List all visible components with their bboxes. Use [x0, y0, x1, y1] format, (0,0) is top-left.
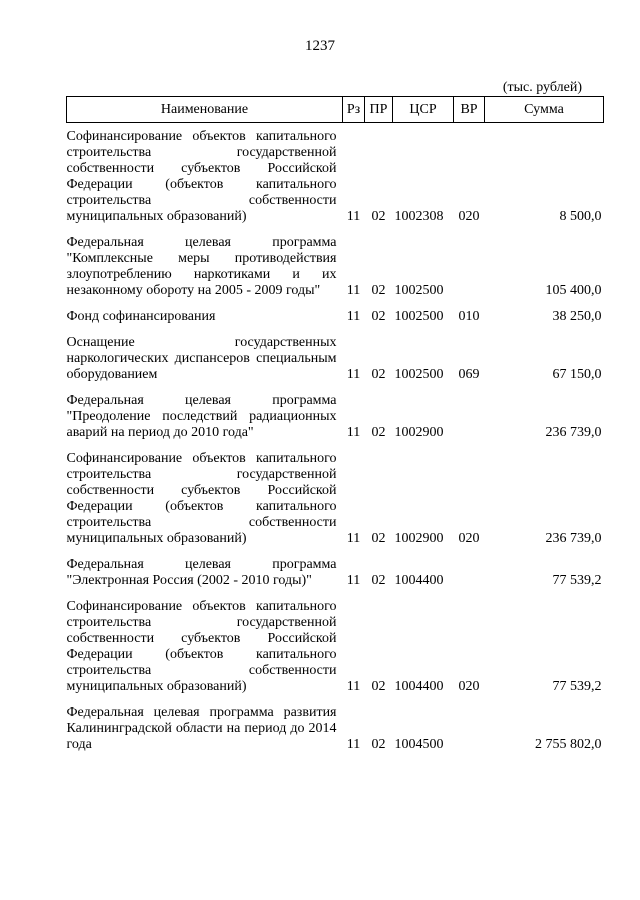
- table-row: [67, 325, 604, 383]
- cell-rz: 11: [346, 531, 361, 546]
- cell-sum: 236 739,0: [545, 425, 602, 440]
- cell-csr: 1002900: [394, 531, 444, 546]
- cell-csr: 1004400: [394, 573, 444, 588]
- table-body: [67, 123, 604, 754]
- cell-vr: 020: [458, 531, 480, 546]
- cell-sum: 236 739,0: [545, 531, 602, 546]
- page-number: 1237: [305, 38, 335, 54]
- cell-sum: 105 400,0: [545, 283, 602, 298]
- cell-name: Федеральная целевая программа развития Калининградской области на период до 2014 года: [66, 705, 337, 752]
- cell-rz: 11: [346, 737, 361, 752]
- header-rz: Рз: [343, 97, 365, 123]
- cell-pr: 02: [371, 679, 386, 694]
- table-row: [67, 695, 604, 753]
- cell-csr: 1004400: [394, 679, 444, 694]
- cell-pr: 02: [371, 737, 386, 752]
- cell-sum: 38 250,0: [552, 309, 602, 324]
- cell-name: Фонд софинансирования: [66, 309, 216, 324]
- cell-pr: 02: [371, 573, 386, 588]
- cell-vr: [454, 547, 485, 589]
- cell-vr: [454, 383, 485, 441]
- cell-csr: 1002900: [394, 425, 444, 440]
- cell-pr: 02: [371, 209, 386, 224]
- cell-name: Софинансирование объектов капитального строительства государственной собственности субъектов Российской Федерации (объектов капитального строительства собственности муниципальных образований): [66, 451, 337, 546]
- cell-vr: [454, 695, 485, 753]
- cell-sum: 8 500,0: [559, 209, 602, 224]
- cell-csr: 1002308: [394, 209, 444, 224]
- cell-name: Федеральная целевая программа "Преодоление последствий радиационных аварий на период до 2010 года": [66, 393, 337, 440]
- header-vr: ВР: [454, 97, 485, 123]
- cell-pr: 02: [371, 309, 386, 324]
- cell-vr: 069: [458, 367, 480, 382]
- cell-vr: [454, 225, 485, 299]
- table-row: [67, 441, 604, 547]
- cell-sum: 77 539,2: [552, 679, 602, 694]
- table-row: [67, 225, 604, 299]
- cell-rz: 11: [346, 209, 361, 224]
- table-row: [67, 589, 604, 695]
- cell-vr: 020: [458, 209, 480, 224]
- header-pr: ПР: [365, 97, 393, 123]
- cell-rz: 11: [346, 573, 361, 588]
- cell-rz: 11: [346, 425, 361, 440]
- cell-name: Софинансирование объектов капитального строительства государственной собственности субъектов Российской Федерации (объектов капитального строительства собственности муниципальных образований): [66, 599, 337, 694]
- cell-csr: 1004500: [394, 737, 444, 752]
- cell-pr: 02: [371, 531, 386, 546]
- header-sum: Сумма: [485, 97, 604, 123]
- cell-name: Софинансирование объектов капитального строительства государственной собственности субъектов Российской Федерации (объектов капитального строительства собственности муниципальных образований): [66, 129, 337, 224]
- cell-rz: 11: [346, 367, 361, 382]
- units-note: (тыс. рублей): [502, 80, 582, 95]
- cell-rz: 11: [346, 679, 361, 694]
- cell-pr: 02: [371, 283, 386, 298]
- cell-pr: 02: [371, 367, 386, 382]
- cell-sum: 2 755 802,0: [535, 737, 602, 752]
- cell-pr: 02: [371, 425, 386, 440]
- cell-name: Федеральная целевая программа "Электронная Россия (2002 - 2010 годы)": [66, 557, 337, 588]
- cell-rz: 11: [346, 309, 361, 324]
- cell-name: Оснащение государственных наркологических диспансеров специальным оборудованием: [66, 335, 337, 382]
- cell-csr: 1002500: [394, 283, 444, 298]
- cell-csr: 1002500: [394, 367, 444, 382]
- table-row: [67, 299, 604, 325]
- cell-vr: 020: [458, 679, 480, 694]
- cell-name: Федеральная целевая программа "Комплексные меры противодействия злоупотреблению наркотиками и их незаконному обороту на 2005 - 2009 годы": [66, 235, 337, 298]
- table-row: [67, 547, 604, 589]
- budget-table: [66, 96, 604, 753]
- cell-csr: 1002500: [394, 309, 444, 324]
- table-header-row: [67, 97, 604, 123]
- cell-sum: 67 150,0: [552, 367, 602, 382]
- header-name: Наименование: [67, 97, 343, 123]
- table-row: [67, 123, 604, 226]
- cell-sum: 77 539,2: [552, 573, 602, 588]
- cell-vr: 010: [458, 309, 480, 324]
- table-row: [67, 383, 604, 441]
- header-csr: ЦСР: [393, 97, 454, 123]
- cell-rz: 11: [346, 283, 361, 298]
